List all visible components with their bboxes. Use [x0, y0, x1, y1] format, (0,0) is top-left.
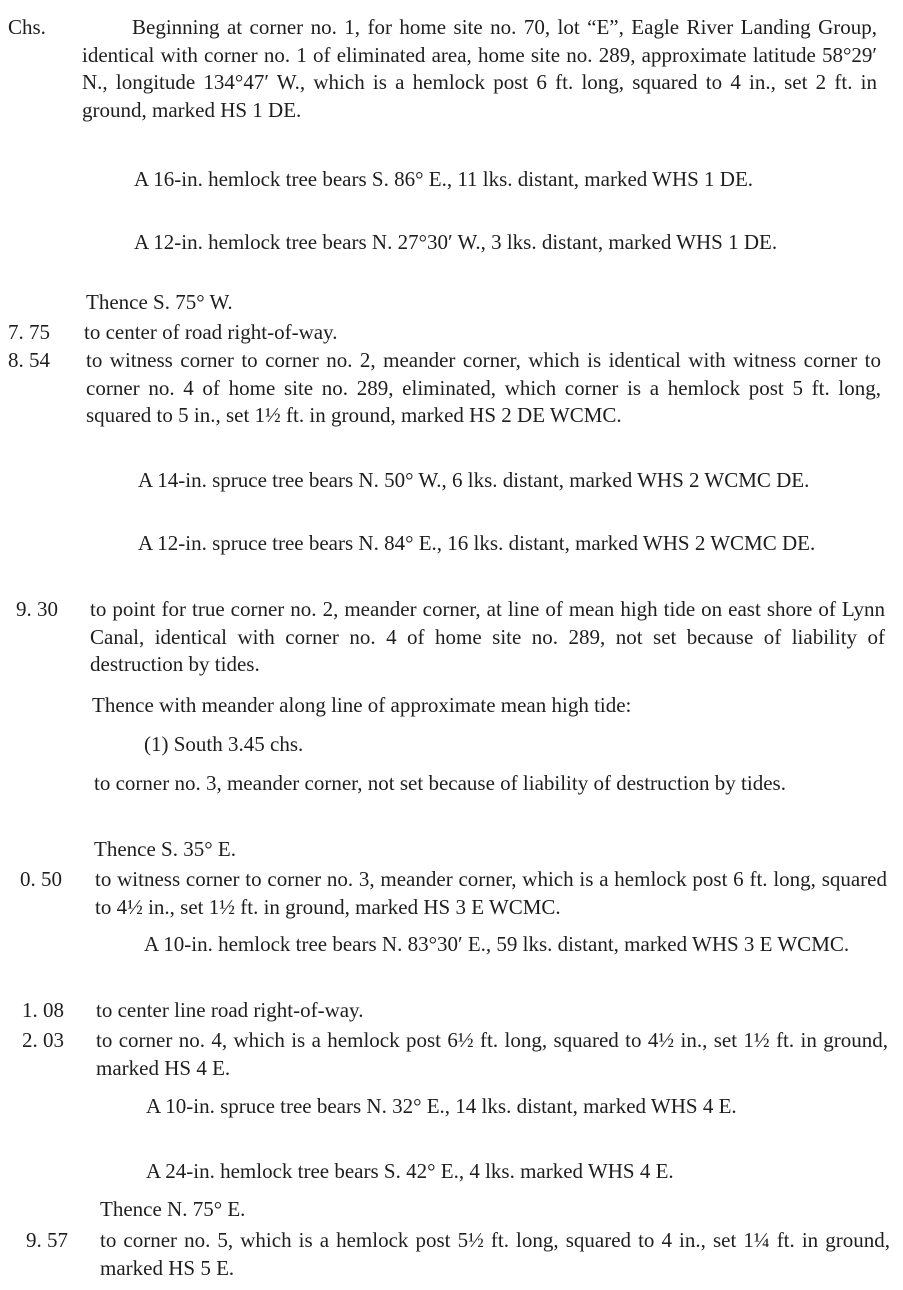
bearing-tree-4b: A 24-in. hemlock tree bears S. 42° E., 4 lks. marked WHS 4 E.: [146, 1159, 674, 1183]
station-text: to corner no. 5, which is a hemlock post 5½ ft. long, squared to 4 in., set 1¼ ft. in ground, marked HS 5 E.: [100, 1228, 890, 1280]
station-text: to witness corner to corner no. 3, meander corner, which is a hemlock post 6 ft. long, squared to 4½ in., set 1½ ft. in ground, marked HS 3 E WCMC.: [95, 867, 887, 919]
chain-distance: 0. 50: [20, 867, 62, 891]
chain-distance: 9. 57: [26, 1228, 68, 1252]
thence-course-3: Thence N. 75° E.: [100, 1197, 246, 1221]
station-text: to center of road right-of-way.: [84, 320, 338, 344]
corner-3-text: to corner no. 3, meander corner, not set because of liability of destruction by tides.: [94, 771, 786, 795]
meander-intro: Thence with meander along line of approximate mean high tide:: [92, 693, 632, 717]
bearing-tree-1a: A 16-in. hemlock tree bears S. 86° E., 11 lks. distant, marked WHS 1 DE.: [134, 167, 754, 191]
bearing-tree-2a: A 14-in. spruce tree bears N. 50° W., 6 lks. distant, marked WHS 2 WCMC DE.: [138, 468, 810, 492]
bearing-tree-1b: A 12-in. hemlock tree bears N. 27°30′ W., 3 lks. distant, marked WHS 1 DE.: [134, 230, 778, 254]
chains-column-header: Chs.: [8, 15, 46, 39]
chain-distance: 2. 03: [22, 1028, 64, 1052]
bearing-tree-4a: A 10-in. spruce tree bears N. 32° E., 14 lks. distant, marked WHS 4 E.: [146, 1094, 737, 1118]
chain-distance: 9. 30: [16, 597, 58, 621]
station-text: to center line road right-of-way.: [96, 998, 364, 1022]
bearing-tree-2b: A 12-in. spruce tree bears N. 84° E., 16 lks. distant, marked WHS 2 WCMC DE.: [138, 531, 816, 555]
chain-distance: 7. 75: [8, 320, 50, 344]
thence-course-2: Thence S. 35° E.: [94, 837, 236, 861]
thence-course-1: Thence S. 75° W.: [86, 290, 233, 314]
station-text: to point for true corner no. 2, meander corner, at line of mean high tide on east shore of Lynn Canal, identical with corner no. 4 of home site no. 289, not set because of liability of destruction by tides.: [90, 597, 885, 676]
meander-course-1: (1) South 3.45 chs.: [144, 732, 304, 756]
chain-distance: 1. 08: [22, 998, 64, 1022]
station-text: to witness corner to corner no. 2, meander corner, which is identical with witness corner to corner no. 4 of home site no. 289, eliminated, which corner is a hemlock post 5 ft. long, squared to 5 in., set 1½ ft. in ground, marked HS 2 DE WCMC.: [86, 348, 881, 427]
beginning-paragraph: Beginning at corner no. 1, for home site no. 70, lot “E”, Eagle River Landing Group, identical with corner no. 1 of eliminated area, home site no. 289, approximate latitude 58°29′ N., longitude 134°47′ W., which is a hemlock post 6 ft. long, squared to 4 in., set 2 ft. in ground, marked HS 1 DE.: [82, 15, 877, 122]
station-text: to corner no. 4, which is a hemlock post 6½ ft. long, squared to 4½ in., set 1½ ft. in ground, marked HS 4 E.: [96, 1028, 888, 1080]
bearing-tree-3a: A 10-in. hemlock tree bears N. 83°30′ E., 59 lks. distant, marked WHS 3 E WCMC.: [144, 932, 850, 956]
chain-distance: 8. 54: [8, 348, 50, 372]
